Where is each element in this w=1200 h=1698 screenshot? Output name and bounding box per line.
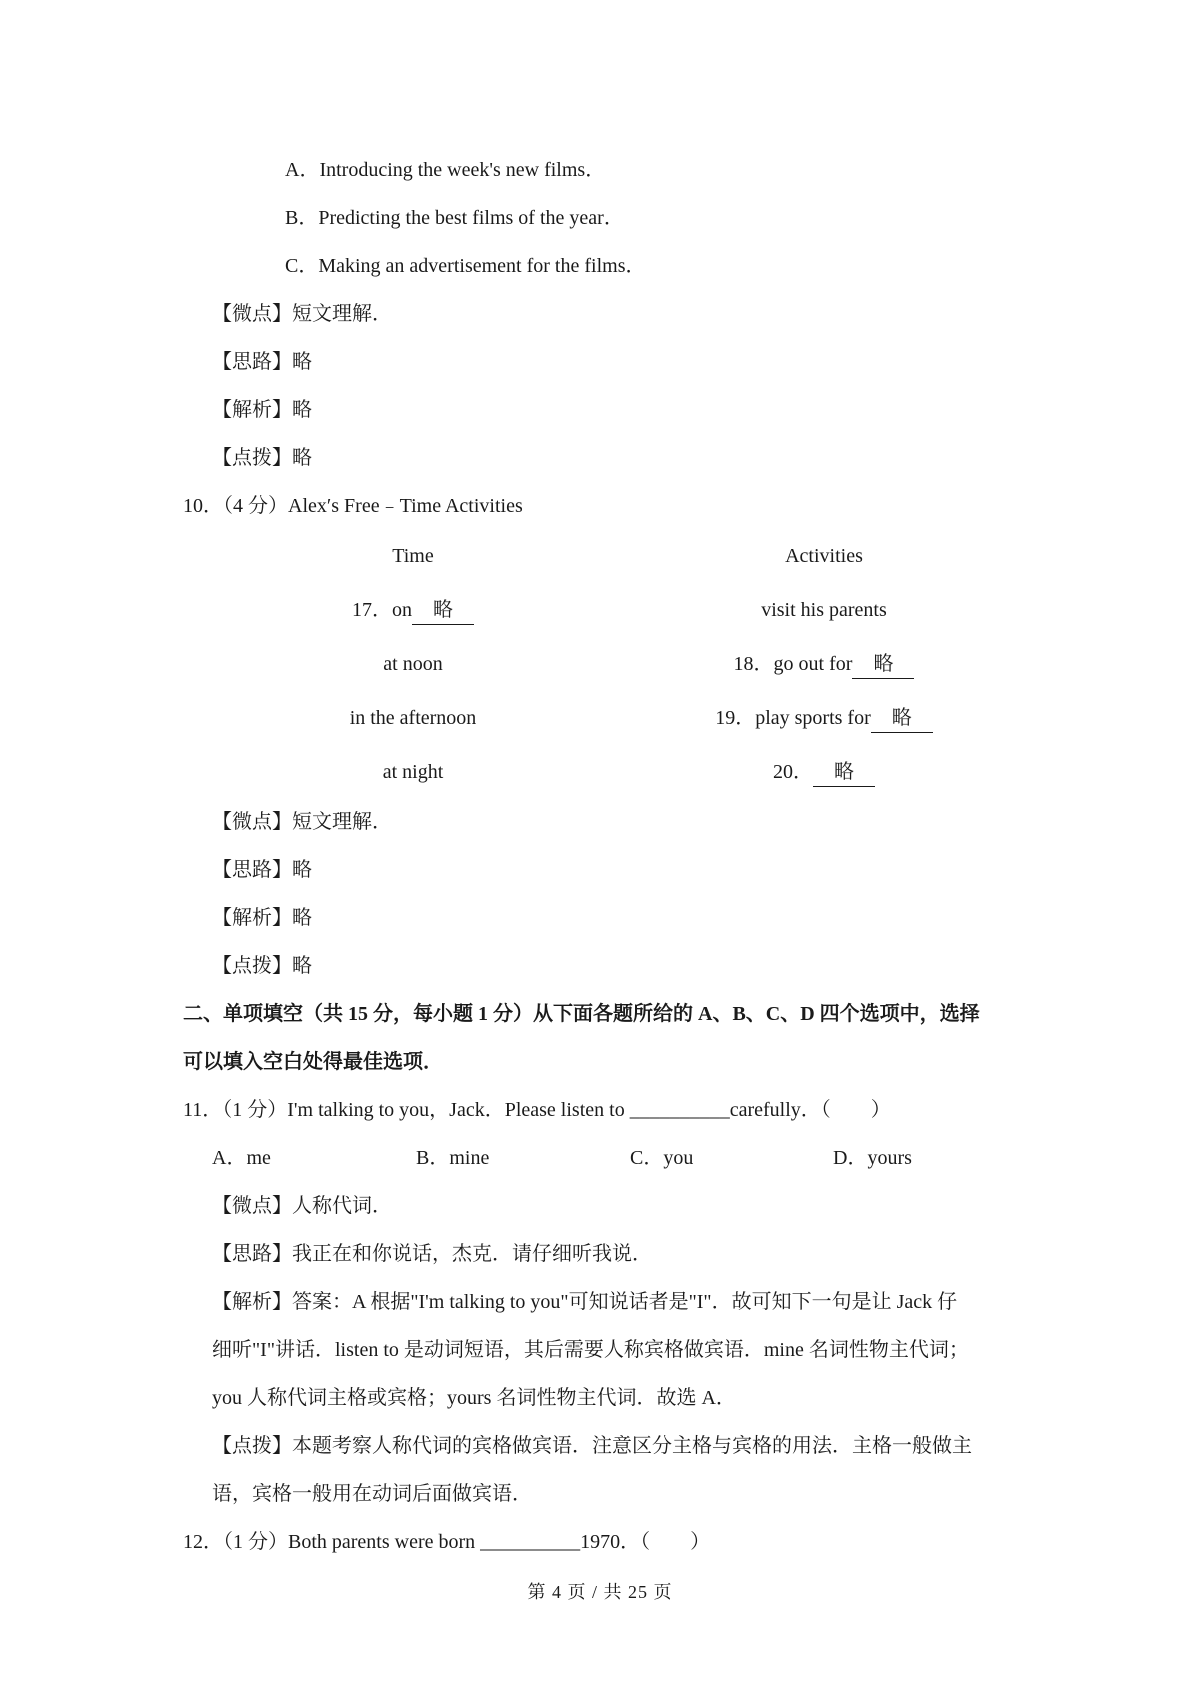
q9-option-b: B．Predicting the best films of the year． [285,207,624,229]
q10-weidian: 【微点】短文理解． [212,811,392,833]
q10-col-activities: Activities [785,545,863,567]
q11-dianbo-line1: 【点拨】本题考察人称代词的宾格做宾语．注意区分主格与宾格的用法．主格一般做主 [212,1435,972,1457]
q10-title: 10．（4 分）Alex′s Free﹣Time Activities [183,495,523,517]
q10-row19-activity [674,704,974,733]
q10-row19-time: in the afternoon [349,707,477,729]
q10-row18-time: at noon [383,653,443,675]
q11-jiexi-line1: 【解析】答案：A 根据"I'm talking to you"可知说话者是"I"．故可知下一句是让 Jack 仔 [212,1291,958,1313]
q11-jiexi-line3: you 人称代词主格或宾格；yours 名词性物主代词．故选 A． [212,1387,736,1409]
q11-silu: 【思路】我正在和你说话，杰克．请仔细听我说． [212,1243,652,1265]
q10-silu: 【思路】略 [212,859,312,881]
row19-activity-prefix: 19．play sports for [715,707,871,729]
q10-row20-time: at night [382,761,444,783]
row18-activity-blank: 略 [852,650,914,679]
q10-jiexi: 【解析】略 [212,907,312,929]
q10-row18-activity [674,650,974,679]
q12-stem: 12．（1 分）Both parents were born __________1970．（ ） [183,1531,711,1553]
q9-option-c: C．Making an advertisement for the films． [285,255,646,277]
q9-jiexi: 【解析】略 [212,399,312,421]
q11-option-a: A．me [212,1147,271,1169]
q9-dianbo: 【点拨】略 [212,447,312,469]
row19-activity-blank: 略 [871,704,933,733]
q10-row20-activity [674,758,974,787]
row17-time-blank: 略 [412,596,474,625]
q11-weidian: 【微点】人称代词． [212,1195,392,1217]
page-footer: 第 4 页 / 共 25 页 [527,1582,673,1602]
row18-activity-prefix: 18．go out for [733,653,853,675]
row17-time-prefix: 17．on [352,599,412,621]
q11-option-c: C．you [630,1147,694,1169]
section2-heading-line1: 二、单项填空（共 15 分，每小题 1 分）从下面各题所给的 A、B、C、D 四个选项中，选择 [183,1003,980,1025]
row20-activity-blank: 略 [813,758,875,787]
q9-silu: 【思路】略 [212,351,312,373]
q9-weidian: 【微点】短文理解． [212,303,392,325]
q10-row17-time [263,596,563,625]
q11-jiexi-line2: 细听"I"讲话．listen to 是动词短语，其后需要人称宾格做宾语．mine 名词性物主代词； [212,1339,969,1361]
q10-row17-activity: visit his parents [761,599,887,621]
q10-col-time: Time [392,545,434,567]
q11-option-d: D．yours [833,1147,912,1169]
q9-option-a: A．Introducing the week's new films． [285,159,606,181]
q11-stem: 11．（1 分）I'm talking to you，Jack．Please listen to __________carefully．（ ） [183,1099,891,1121]
q10-dianbo: 【点拨】略 [212,955,312,977]
row20-activity-prefix: 20． [773,761,813,783]
q11-option-b: B．mine [416,1147,490,1169]
section2-heading-line2: 可以填入空白处得最佳选项． [183,1051,443,1073]
q11-dianbo-line2: 语，宾格一般用在动词后面做宾语． [212,1483,532,1505]
